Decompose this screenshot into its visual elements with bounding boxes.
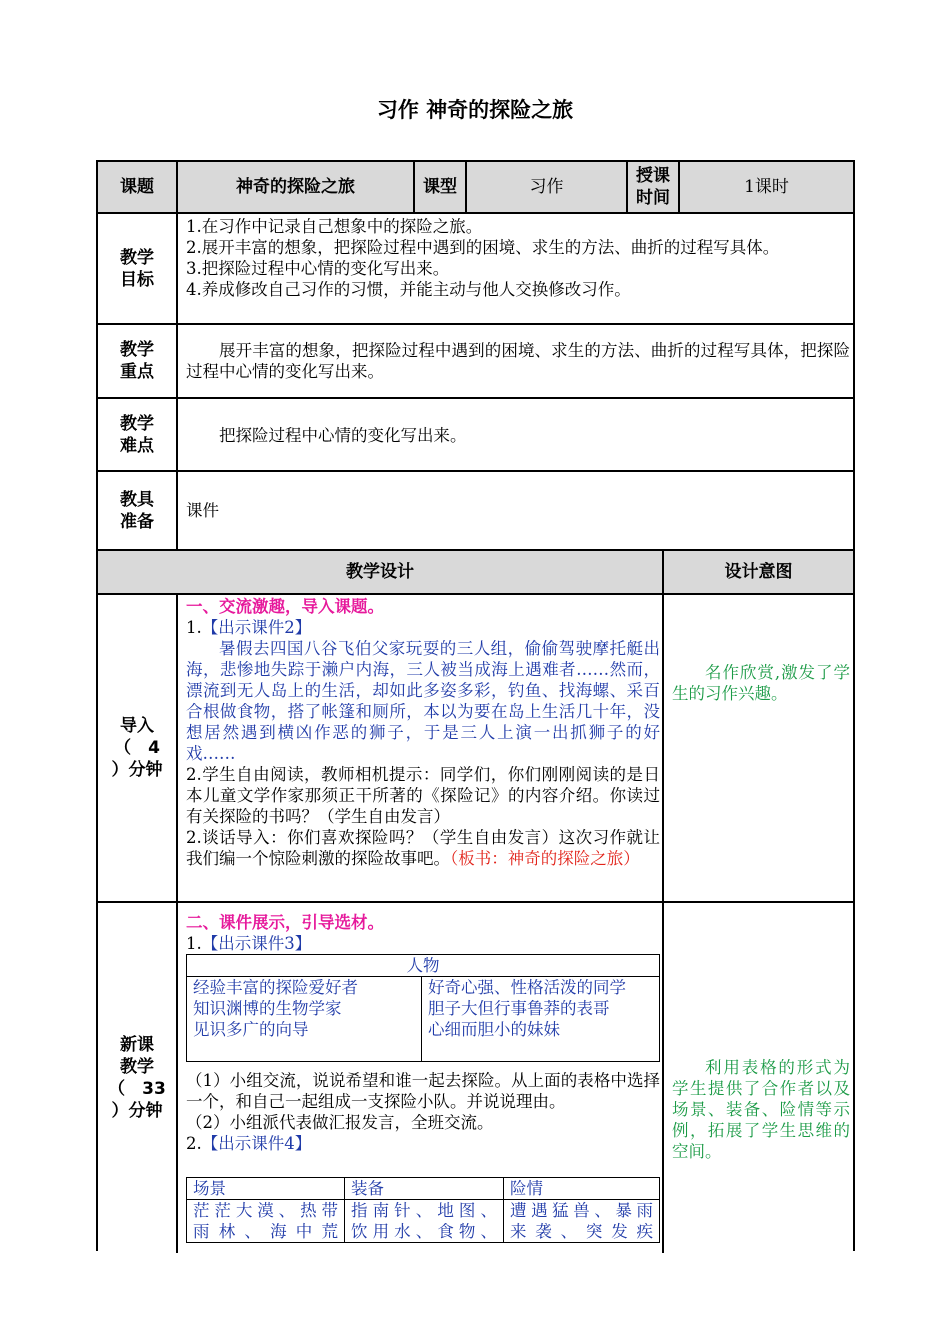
section1-label-line: 导入: [120, 716, 154, 736]
step-number: 2.: [186, 1134, 202, 1153]
scene-table: [186, 1177, 660, 1243]
scene-line: 雨林、海中荒: [193, 1222, 338, 1241]
people-table: [186, 954, 660, 1062]
goal-item: 2.展开丰富的想象，把探险过程中遇到的困境、求生的方法、曲折的过程写具体。: [186, 238, 780, 257]
section2-heading: 二、课件展示，引导选材。: [186, 913, 384, 932]
section1-label-line: ）分钟: [111, 760, 163, 780]
section1-heading: 一、交流激趣，导入课题。: [186, 597, 384, 616]
row-divider: [98, 470, 853, 472]
type-value: 习作: [529, 177, 564, 197]
equipment-line: 饮用水、食物、: [351, 1222, 497, 1241]
row-divider: [98, 323, 853, 325]
board-note: （板书：神奇的探险之旅）: [450, 849, 640, 868]
section2-top: [186, 912, 660, 954]
col-divider: [176, 595, 178, 1253]
step3-text: 2.谈话导入：你们喜欢探险吗？（学生自由发言）这次习作就让我们编一个惊险刺激的探险故事吧。: [186, 828, 660, 868]
equipment-header: 装备: [345, 1178, 504, 1200]
goal-item: 1.在习作中记录自己想象中的探险之旅。: [186, 217, 483, 236]
step2-text: 2.学生自由阅读，教师相机提示：同学们，你们刚刚阅读的是日本儿童文学作家那须正干所著的《探险记》的内容介绍。你读过有关探险的书吗？（学生自由发言）: [186, 765, 660, 826]
section2-label-line: （ 33: [108, 1079, 166, 1099]
section2-intent: 利用表格的形式为学生提供了合作者以及场景、装备、险情等示例，拓展了学生思维的空间。: [672, 1058, 850, 1161]
row-divider: [98, 593, 853, 595]
scene-line: 茫茫大漠、热带: [193, 1201, 338, 1220]
activity-1: （1）小组交流，说说希望和谁一起去探险。从上面的表格中选择一个，和自己一起组成一支探险小队。并说说理由。: [186, 1071, 660, 1111]
equipment-cell: [345, 1200, 504, 1243]
difficulties-text: 把探险过程中心情的变化写出来。: [219, 426, 467, 445]
row-divider: [98, 212, 853, 214]
goal-item: 4.养成修改自己习作的习惯，并能主动与他人交换修改习作。: [186, 280, 631, 299]
people-option: 好奇心强、性格活泼的同学: [428, 978, 626, 997]
row-divider: [98, 901, 853, 903]
col-divider: [176, 162, 178, 551]
courseware-link-3[interactable]: 【出示课件3】: [201, 934, 312, 953]
danger-line: 遭遇猛兽、暴雨: [510, 1201, 653, 1220]
section1-label-line: （ 4: [114, 738, 160, 758]
scene-header: 场景: [187, 1178, 345, 1200]
difficulties-label: 教学难点: [120, 413, 154, 456]
section1-intent: 名作欣赏,激发了学生的习作兴趣。: [672, 663, 850, 703]
step-number: 1.: [186, 934, 202, 953]
time-label: 授课时间: [636, 166, 670, 208]
time-value: 1课时: [744, 177, 789, 197]
people-option: 心细而胆小的妹妹: [428, 1020, 560, 1039]
materials-text: 课件: [186, 501, 219, 520]
row-divider: [98, 397, 853, 399]
people-option: 胆子大但行事鲁莽的表哥: [428, 999, 610, 1018]
section2-label: [98, 903, 176, 1253]
equipment-line: 指南针、地图、: [351, 1201, 497, 1220]
goals-content: [186, 216, 850, 300]
danger-cell: [504, 1200, 660, 1243]
goals-label: 教学目标: [120, 247, 154, 290]
section1-content: [186, 596, 660, 869]
type-label: 课型: [423, 177, 457, 197]
intent-header: 设计意图: [724, 562, 793, 582]
section2-activities: [186, 1070, 660, 1154]
key-points-text: 展开丰富的想象，把探险过程中遇到的困境、求生的方法、曲折的过程写具体，把探险过程中心情的变化写出来。: [186, 341, 850, 381]
people-right-cell: [422, 977, 660, 1062]
document-title: 习作 神奇的探险之旅: [376, 98, 574, 122]
book-excerpt: 暑假去四国八谷飞伯父家玩耍的三人组，偷偷驾驶摩托艇出海，悲惨地失踪于濑户内海，三人被当成海上遇难者……然而，漂流到无人岛上的生活，却如此多姿多彩，钓鱼、找海螺、采百合根做食物，搭了帐篷和厕所，本以为要在岛上生活几十年，没想居然遇到横凶作恶的狮子，于是三人上演一出抓狮子的好戏……: [186, 639, 660, 763]
section2-label-line: 教学: [120, 1057, 154, 1077]
people-option: 见识多广的向导: [193, 1020, 309, 1039]
danger-header: 险情: [504, 1178, 660, 1200]
goal-item: 3.把探险过程中心情的变化写出来。: [186, 259, 450, 278]
people-left-cell: [187, 977, 422, 1062]
step-number: 1.: [186, 618, 202, 637]
danger-line: 来袭、突发疾: [510, 1222, 653, 1241]
section2-label-line: 新课: [120, 1035, 154, 1055]
people-option: 经验丰富的探险爱好者: [193, 978, 358, 997]
lesson-plan-table: [96, 160, 855, 1251]
topic-label: 课题: [120, 177, 154, 197]
design-header: 教学设计: [346, 562, 414, 582]
col-divider: [662, 551, 664, 1253]
courseware-link-4[interactable]: 【出示课件4】: [201, 1134, 312, 1153]
people-table-header: 人物: [187, 955, 660, 977]
materials-label: 教具准备: [120, 489, 154, 532]
section1-label: [98, 595, 176, 901]
topic-value: 神奇的探险之旅: [236, 177, 355, 197]
key-points-label: 教学重点: [120, 340, 154, 382]
courseware-link-2[interactable]: 【出示课件2】: [201, 618, 312, 637]
activity-2: （2）小组派代表做汇报发言，全班交流。: [186, 1113, 494, 1132]
people-option: 知识渊博的生物学家: [193, 999, 342, 1018]
section2-label-line: ）分钟: [111, 1101, 163, 1121]
col-divider: [626, 162, 628, 212]
scene-cell: [187, 1200, 345, 1243]
